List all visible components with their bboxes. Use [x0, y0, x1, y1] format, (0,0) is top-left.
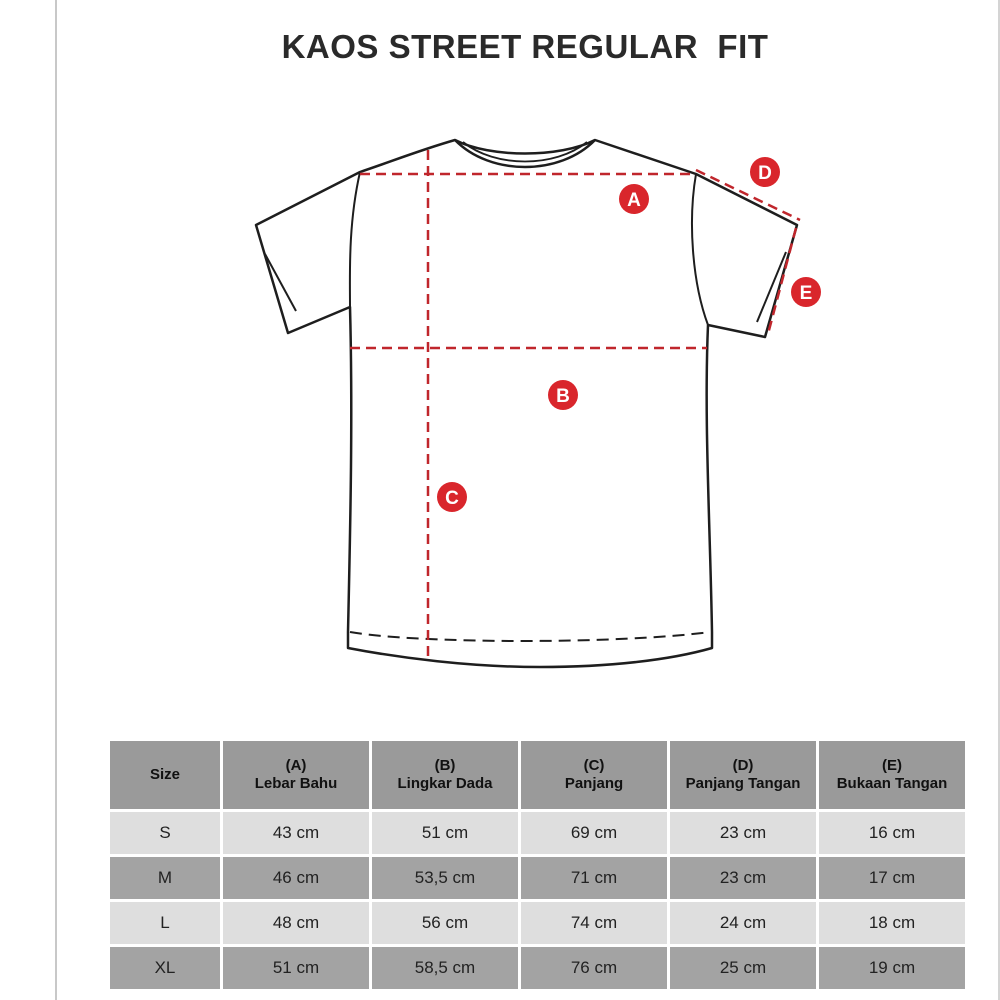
cell-bukaan-tangan: 18 cm	[819, 901, 965, 946]
cell-size: M	[110, 856, 220, 901]
cell-bukaan-tangan: 16 cm	[819, 811, 965, 856]
svg-text:B: B	[556, 386, 570, 407]
tshirt-outline	[256, 140, 797, 667]
svg-text:C: C	[445, 488, 459, 509]
cell-lingkar-dada: 56 cm	[372, 901, 518, 946]
svg-text:E: E	[799, 283, 813, 304]
tshirt-body	[256, 140, 797, 667]
header-panjang: (C) Panjang	[521, 741, 667, 811]
cell-lebar-bahu: 51 cm	[223, 946, 369, 991]
header-lingkar-dada: (B) Lingkar Dada	[372, 741, 518, 811]
cell-bukaan-tangan: 17 cm	[819, 856, 965, 901]
table-row	[110, 811, 965, 856]
table-row	[110, 901, 965, 946]
header-bukaan-tangan: (E) Bukaan Tangan	[819, 741, 965, 811]
marker-e	[791, 277, 821, 307]
cell-panjang-tangan: 23 cm	[670, 856, 816, 901]
cell-bukaan-tangan: 19 cm	[819, 946, 965, 991]
cell-lingkar-dada: 53,5 cm	[372, 856, 518, 901]
cell-panjang: 74 cm	[521, 901, 667, 946]
cell-lingkar-dada: 58,5 cm	[372, 946, 518, 991]
header-panjang-tangan: (D) Panjang Tangan	[670, 741, 816, 811]
table-row	[110, 946, 965, 991]
marker-a	[619, 184, 649, 214]
marker-c	[437, 482, 467, 512]
header-lebar-bahu: (A) Lebar Bahu	[223, 741, 369, 811]
cell-panjang-tangan: 24 cm	[670, 901, 816, 946]
marker-b	[548, 380, 578, 410]
cell-panjang: 69 cm	[521, 811, 667, 856]
cell-lebar-bahu: 43 cm	[223, 811, 369, 856]
cell-size: S	[110, 811, 220, 856]
header-size: Size	[110, 741, 220, 811]
svg-text:D: D	[758, 163, 772, 184]
marker-d	[750, 157, 780, 187]
page-title: KAOS STREET REGULAR FIT	[281, 28, 769, 65]
cell-panjang: 71 cm	[521, 856, 667, 901]
cell-panjang: 76 cm	[521, 946, 667, 991]
cell-size: XL	[110, 946, 220, 991]
cell-size: L	[110, 901, 220, 946]
svg-text:A: A	[627, 190, 641, 211]
cell-lebar-bahu: 48 cm	[223, 901, 369, 946]
size-table	[107, 741, 968, 991]
cell-panjang-tangan: 25 cm	[670, 946, 816, 991]
cell-lingkar-dada: 51 cm	[372, 811, 518, 856]
cell-panjang-tangan: 23 cm	[670, 811, 816, 856]
table-row	[110, 856, 965, 901]
cell-lebar-bahu: 46 cm	[223, 856, 369, 901]
table-header-row	[110, 741, 965, 811]
